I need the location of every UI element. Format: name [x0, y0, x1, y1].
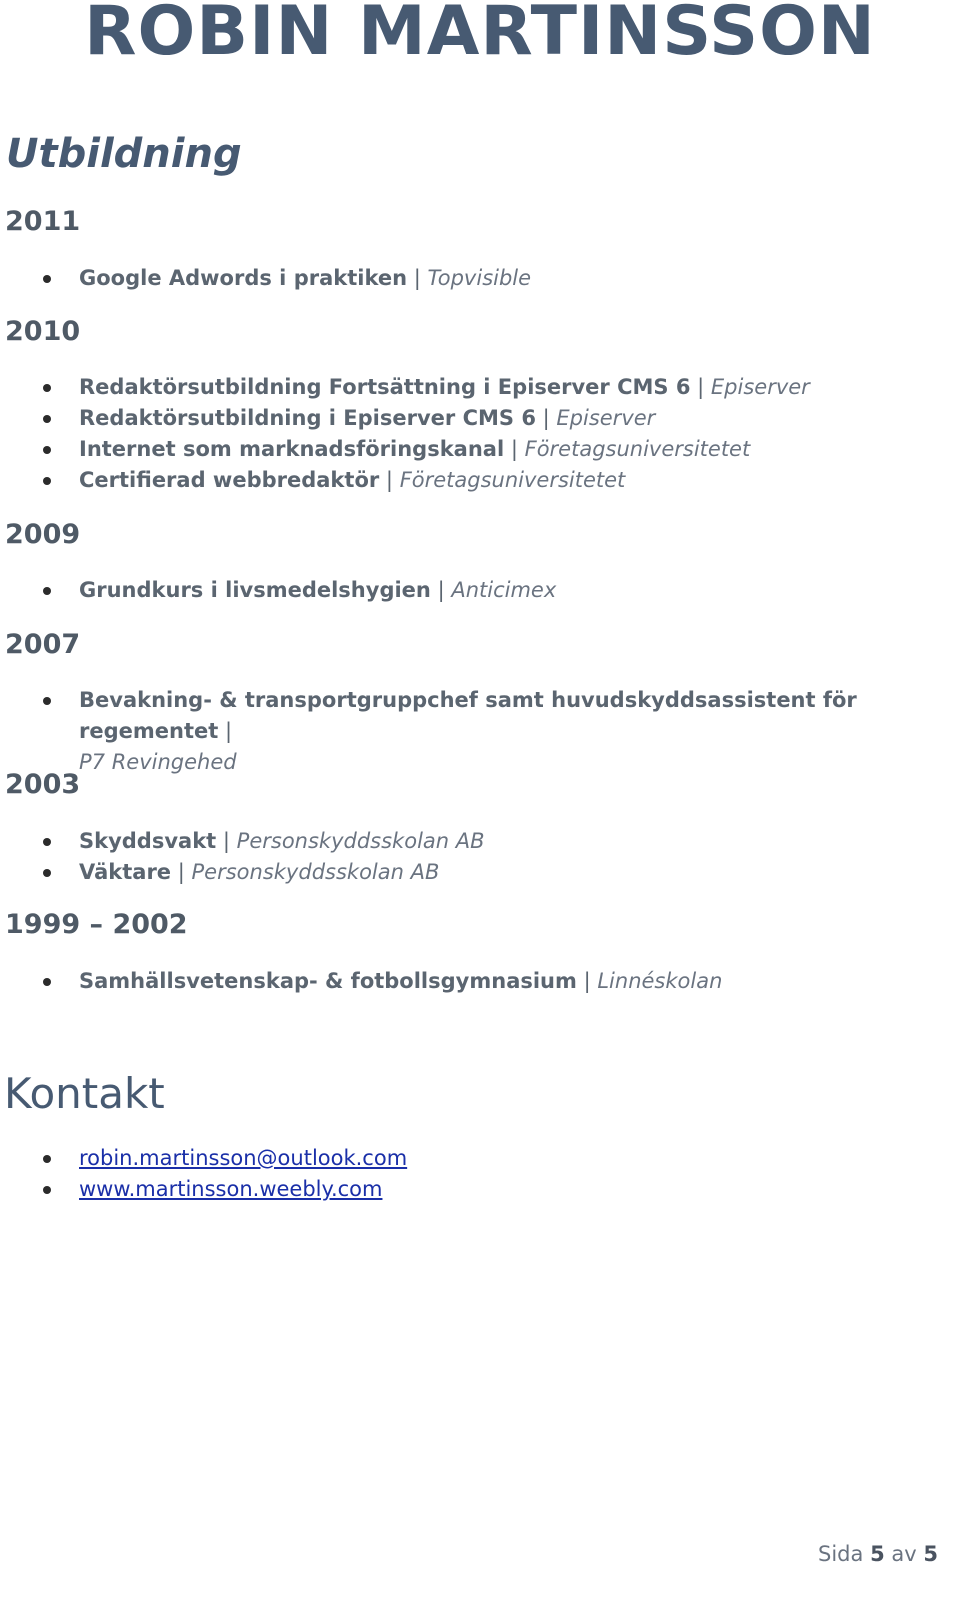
- page-number: [818, 1542, 938, 1566]
- course-provider: Anticimex: [451, 578, 557, 602]
- separator: |: [177, 860, 185, 884]
- course-name: Redaktörsutbildning Fortsättning i Episerver CMS 6: [79, 375, 691, 399]
- course-provider: Episerver: [556, 406, 656, 430]
- list-item: [0, 685, 939, 778]
- bullet-icon: [43, 697, 51, 705]
- bullet-icon: [43, 869, 51, 877]
- course-name: Internet som marknadsföringskanal: [79, 437, 505, 461]
- bullet-icon: [43, 838, 51, 846]
- separator: |: [222, 829, 230, 853]
- list-item: [0, 1174, 939, 1205]
- list-item: [0, 966, 939, 997]
- separator: |: [385, 468, 393, 492]
- year-heading-2009: 2009: [5, 519, 81, 550]
- course-provider: Personskyddsskolan AB: [191, 860, 440, 884]
- separator: |: [583, 969, 591, 993]
- course-name: Google Adwords i praktiken: [79, 266, 408, 290]
- course-provider: Linnéskolan: [597, 969, 723, 993]
- course-name: Skyddsvakt: [79, 829, 217, 853]
- course-list-2011: [0, 263, 939, 294]
- list-item: [0, 1143, 939, 1174]
- course-list-2007: [0, 685, 939, 778]
- course-name: Väktare: [79, 860, 172, 884]
- contact-list: [0, 1143, 939, 1205]
- list-item: [0, 575, 939, 606]
- course-name: Redaktörsutbildning i Episerver CMS 6: [79, 406, 536, 430]
- year-heading-1999-2002: 1999 – 2002: [5, 909, 188, 940]
- course-list-1999-2002: [0, 966, 939, 997]
- list-item: [0, 465, 939, 496]
- list-item: [0, 263, 939, 294]
- list-item: [0, 372, 939, 403]
- bullet-icon: [43, 384, 51, 392]
- bullet-icon: [43, 1186, 51, 1194]
- course-name: Certifierad webbredaktör: [79, 468, 380, 492]
- separator: |: [224, 719, 233, 743]
- year-heading-2011: 2011: [5, 206, 81, 237]
- bullet-icon: [43, 446, 51, 454]
- list-item: [0, 403, 939, 434]
- contact-heading: Kontakt: [4, 1069, 165, 1118]
- separator: |: [437, 578, 445, 602]
- course-list-2003: [0, 826, 939, 888]
- course-provider: Topvisible: [427, 266, 532, 290]
- list-item: [0, 857, 939, 888]
- separator: |: [510, 437, 518, 461]
- separator: |: [697, 375, 705, 399]
- page-number-prefix: Sida: [818, 1542, 864, 1566]
- bullet-icon: [43, 587, 51, 595]
- bullet-icon: [43, 275, 51, 283]
- course-provider: Episerver: [710, 375, 810, 399]
- course-provider: Personskyddsskolan AB: [236, 829, 485, 853]
- website-link[interactable]: www.martinsson.weebly.com: [79, 1177, 383, 1201]
- course-provider: Företagsuniversitetet: [524, 437, 751, 461]
- page-number-total: 5: [923, 1542, 938, 1566]
- page-number-middle: av: [891, 1542, 917, 1566]
- separator: |: [413, 266, 421, 290]
- page-title: ROBIN MARTINSSON: [84, 0, 876, 71]
- year-heading-2003: 2003: [5, 769, 81, 800]
- education-heading: Utbildning: [6, 131, 242, 177]
- course-provider: P7 Revingehed: [79, 750, 237, 774]
- year-heading-2007: 2007: [5, 629, 81, 660]
- bullet-icon: [43, 477, 51, 485]
- list-item: [0, 434, 939, 465]
- course-list-2009: [0, 575, 939, 606]
- course-name: Bevakning- & transportgruppchef samt huvudskyddsassistent för regementet: [79, 688, 857, 743]
- email-link[interactable]: robin.martinsson@outlook.com: [79, 1146, 408, 1170]
- page-number-current: 5: [870, 1542, 885, 1566]
- course-name: Samhällsvetenskap- & fotbollsgymnasium: [79, 969, 577, 993]
- year-heading-2010: 2010: [5, 316, 81, 347]
- course-list-2010: [0, 372, 939, 496]
- bullet-icon: [43, 415, 51, 423]
- bullet-icon: [43, 978, 51, 986]
- course-provider: Företagsuniversitetet: [399, 468, 626, 492]
- bullet-icon: [43, 1155, 51, 1163]
- course-name: Grundkurs i livsmedelshygien: [79, 578, 431, 602]
- list-item: [0, 826, 939, 857]
- separator: |: [542, 406, 550, 430]
